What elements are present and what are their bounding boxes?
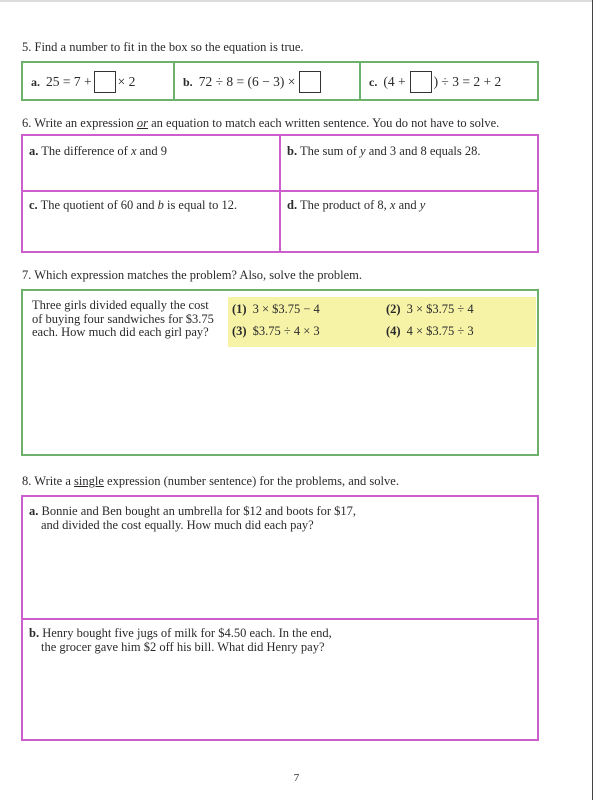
q8-a-line-2: and divided the cost equally. How much did each pay? — [41, 517, 314, 532]
q6-b-variable: y — [360, 144, 366, 158]
q7-problem-line-3: each. How much did each girl pay? — [32, 325, 209, 339]
q5-item-b — [183, 71, 323, 93]
q6-d-variable-2: y — [419, 198, 426, 212]
q5-divider-1 — [173, 63, 175, 99]
q8-heading-underlined: single — [74, 474, 104, 488]
q6-item-a — [29, 144, 167, 159]
q5-b-left: 72 ÷ 8 = (6 − 3) × — [198, 74, 296, 89]
q8-problems-box — [21, 495, 539, 741]
q5-c-right: ) ÷ 3 = 2 + 2 — [433, 74, 502, 89]
q5-item-a — [31, 71, 135, 93]
q6-item-c — [29, 198, 237, 213]
q6-c-text: The quotient of 60 and — [40, 198, 158, 212]
q7-problem-line-1: Three girls divided equally the cost — [32, 298, 209, 312]
q5-a-right: × 2 — [117, 74, 136, 89]
q6-a-variable: x — [130, 144, 137, 158]
q6-heading-part-1: 6. Write an expression — [22, 116, 137, 130]
q6-d-text: The product of 8, — [299, 198, 390, 212]
q5-divider-2 — [359, 63, 361, 99]
q6-item-b — [287, 144, 481, 159]
page-number: 7 — [293, 772, 300, 784]
q7-choices-highlight — [228, 297, 536, 347]
q5-c-left: (4 + — [383, 74, 406, 89]
q5-a-left: 25 = 7 + — [46, 74, 92, 89]
q6-a-text: The difference of — [41, 144, 131, 158]
q5-b-label: b. — [183, 74, 193, 89]
q5-heading: 5. Find a number to fit in the box so the equation is true. — [22, 40, 304, 54]
q6-b-text: The sum of — [299, 144, 361, 158]
q7-heading: 7. Which expression matches the problem? Also, solve the problem. — [22, 268, 362, 282]
q7-choice-2[interactable] — [386, 302, 474, 317]
q7-choice-1-number: (1) — [232, 302, 247, 316]
q7-choice-1[interactable] — [232, 302, 320, 317]
q6-c-variable: b — [157, 198, 164, 212]
q6-b-text-end: and 3 and 8 equals 28. — [365, 144, 481, 158]
page-top-edge — [0, 0, 593, 2]
q5-b-answer-box[interactable] — [299, 71, 321, 93]
q5-c-answer-box[interactable] — [410, 71, 432, 93]
q6-a-text-end: and 9 — [136, 144, 168, 158]
q5-a-answer-box[interactable] — [94, 71, 116, 93]
q6-a-label: a. — [29, 144, 39, 158]
q6-b-label: b. — [287, 144, 298, 158]
q8-a-label: a. — [29, 504, 39, 518]
q6-d-variable-1: x — [389, 198, 396, 212]
q6-vertical-divider — [279, 136, 281, 251]
q6-c-label: c. — [29, 198, 38, 212]
q7-choice-4-expression: 4 × $3.75 ÷ 3 — [406, 324, 474, 338]
q7-problem-box — [21, 289, 539, 456]
q5-equation-box — [21, 61, 539, 101]
q7-choice-3-expression: $3.75 ÷ 4 × 3 — [252, 324, 320, 338]
q7-choice-4-number: (4) — [386, 324, 401, 338]
q6-heading-part-2: an equation to match each written sentence. You do not have to solve. — [148, 116, 500, 130]
q5-c-label: c. — [369, 74, 378, 89]
q8-a-line-1: Bonnie and Ben bought an umbrella for $12 and boots for $17, — [41, 504, 357, 518]
q8-heading-part-1: 8. Write a — [22, 474, 75, 488]
q5-a-label: a. — [31, 74, 40, 89]
q6-sentence-grid — [21, 134, 539, 253]
q6-item-d — [287, 198, 425, 213]
q6-heading — [22, 116, 499, 131]
q8-heading — [22, 474, 399, 489]
q8-b-line-1: Henry bought five jugs of milk for $4.50 each. In the end, — [42, 626, 332, 640]
q7-choice-3[interactable] — [232, 324, 320, 339]
q7-choice-2-number: (2) — [386, 302, 401, 316]
q7-problem-text — [32, 299, 214, 340]
q7-choice-3-number: (3) — [232, 324, 247, 338]
q7-choice-4[interactable] — [386, 324, 474, 339]
q8-item-a — [29, 505, 356, 532]
q6-heading-emphasis: or — [136, 116, 148, 130]
q8-item-b — [29, 627, 332, 654]
q6-horizontal-divider — [23, 190, 537, 192]
q7-problem-line-2: of buying four sandwiches for $3.75 — [32, 311, 214, 326]
q6-c-text-end: is equal to 12. — [163, 198, 238, 212]
q8-b-line-2: the grocer gave him $2 off his bill. What did Henry pay? — [41, 639, 325, 654]
q8-heading-part-2: expression (number sentence) for the problems, and solve. — [103, 474, 399, 488]
q8-divider — [23, 618, 537, 620]
q6-d-text-mid: and — [395, 198, 420, 212]
q8-b-label: b. — [29, 626, 40, 640]
q7-choice-2-expression: 3 × $3.75 ÷ 4 — [406, 302, 474, 316]
q7-choice-1-expression: 3 × $3.75 − 4 — [252, 302, 320, 316]
q6-d-label: d. — [287, 198, 298, 212]
q5-item-c — [369, 71, 501, 93]
